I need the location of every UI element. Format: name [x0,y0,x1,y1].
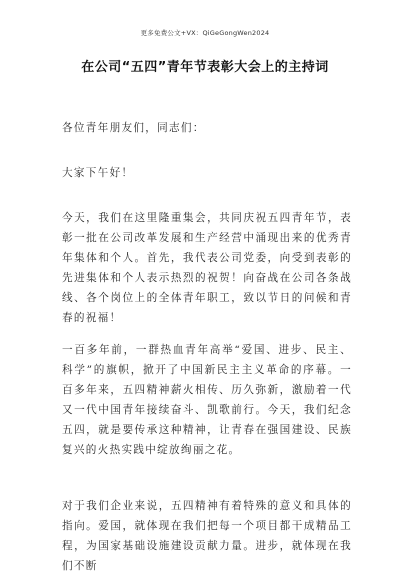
header-note: 更多免费公文+VX：QiGeGongWen2024 [140,29,270,37]
paragraph-2: 一百多年前，一群热血青年高举“爱国、进步、民主、科学”的旗帜，掀开了中国新民主主义革命的序幕。一百多年来，五四精神薪火相传、历久弥新，激励着一代又一代中国青年接续奋斗、凯歌前行。今天，我们纪念五四，就是要传承这种精神，让青春在强国建设、民族复兴的火热实践中绽放绚丽之花。 [62,344,352,456]
paragraph-1: 今天，我们在这里隆重集会，共同庆祝五四青年节，表彰一批在公司改革发展和生产经营中涌现出来的优秀青年集体和个人。首先，我代表公司党委，向受到表彰的先进集体和个人表示热烈的祝贺！向奋战在公司各条战线、各个岗位上的全体青年职工，致以节日的问候和青春的祝福！ [62,212,352,324]
document-title: 在公司“五四”青年节表彰大会上的主持词 [81,60,329,75]
salutation: 各位青年朋友们，同志们： [62,122,205,134]
paragraph-3: 对于我们企业来说，五四精神有着特殊的意义和具体的指向。爱国，就体现在我们把每一个项目都干成精品工程，为国家基础设施建设贡献力量。进步，就体现在我们不断 [62,500,352,572]
greeting: 大家下午好！ [62,167,134,179]
